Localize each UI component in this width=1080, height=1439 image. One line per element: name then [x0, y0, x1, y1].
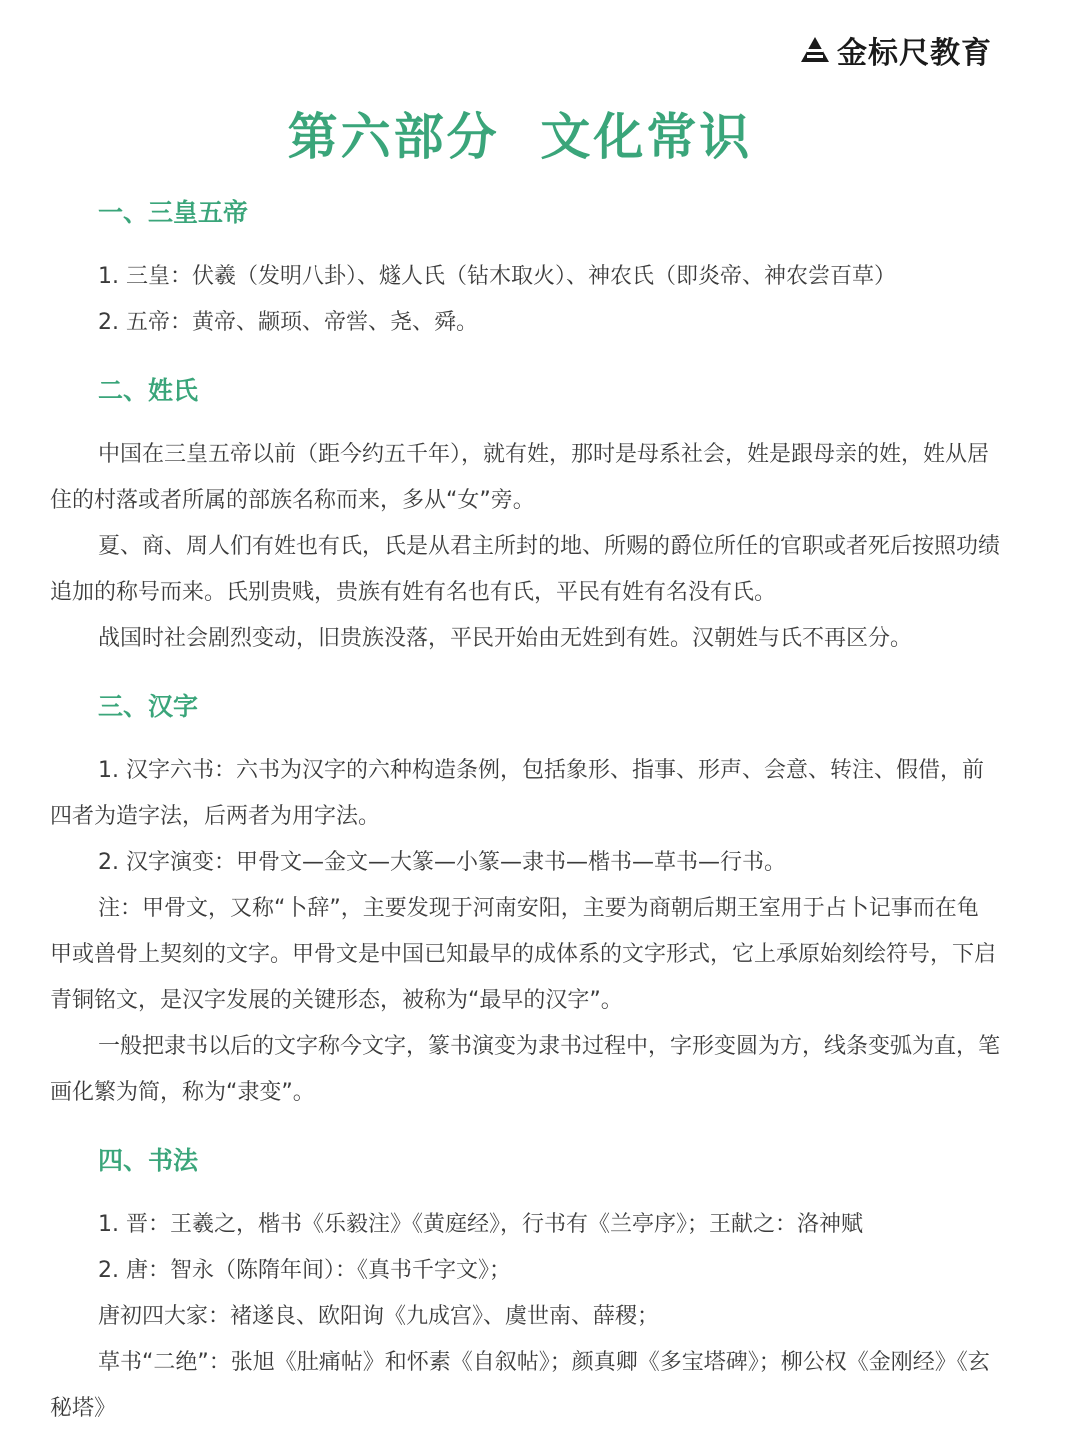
- section-heading: 一、三皇五帝: [98, 198, 249, 227]
- page-title: 第六部分 文化常识: [287, 108, 753, 166]
- brand-logo: [799, 28, 992, 72]
- section-shufa: [50, 1136, 1000, 1432]
- paragraph: 1. 三皇：伏羲（发明八卦）、燧人氏（钻木取火）、神农氏（即炎帝、神农尝百草）: [98, 264, 896, 289]
- paragraph: 夏、商、周人们有姓也有氏，氏是从君主所封的地、所赐的爵位所任的官职或者死后按照功绩追加的称号而来。氏别贵贱，贵族有姓有名也有氏，平民有姓有名没有氏。: [50, 534, 1001, 605]
- section-heading: 二、姓氏: [98, 376, 199, 405]
- paragraph: 战国时社会剧烈变动，旧贵族没落，平民开始由无姓到有姓。汉朝姓与氏不再区分。: [98, 626, 913, 651]
- brand-name: 金标尺教育: [837, 36, 992, 71]
- brand-logo-icon: [799, 34, 831, 66]
- paragraph: 草书“二绝”：张旭《肚痛帖》和怀素《自叙帖》；颜真卿《多宝塔碑》；柳公权《金刚经》《玄秘塔》: [50, 1350, 990, 1421]
- paragraph: 2. 汉字演变：甲骨文—金文—大篆—小篆—隶书—楷书—草书—行书。: [98, 850, 786, 875]
- paragraph: 注：甲骨文，又称“卜辞”，主要发现于河南安阳，主要为商朝后期王室用于占卜记事而在龟甲或兽骨上契刻的文字。甲骨文是中国已知最早的成体系的文字形式，它上承原始刻绘符号，下启青铜铭文，是汉字发展的关键形态，被称为“最早的汉字”。: [50, 896, 997, 1013]
- paragraph: 中国在三皇五帝以前（距今约五千年），就有姓，那时是母系社会，姓是跟母亲的姓，姓从居住的村落或者所属的部族名称而来，多从“女”旁。: [50, 442, 990, 513]
- document-body: [50, 188, 1000, 1432]
- paragraph: 唐初四大家：褚遂良、欧阳询《九成宫》、虞世南、薛稷；: [98, 1304, 660, 1329]
- paragraph: 一般把隶书以后的文字称今文字，篆书演变为隶书过程中，字形变圆为方，线条变弧为直，笔画化繁为简，称为“隶变”。: [50, 1034, 1001, 1105]
- section-hanzi: [50, 682, 1000, 1116]
- section-sanhuang-wudi: [50, 188, 1000, 346]
- paragraph: 2. 唐：智永（陈隋年间）：《真书千字文》；: [98, 1258, 511, 1283]
- section-heading: 三、汉字: [98, 692, 199, 721]
- paragraph: 1. 晋：王羲之，楷书《乐毅注》《黄庭经》，行书有《兰亭序》；王献之：洛神赋: [98, 1212, 863, 1237]
- paragraph: 2. 五帝：黄帝、颛顼、帝喾、尧、舜。: [98, 310, 478, 335]
- section-xingshi: [50, 366, 1000, 662]
- section-heading: 四、书法: [98, 1146, 199, 1175]
- paragraph: 1. 汉字六书：六书为汉字的六种构造条例，包括象形、指事、形声、会意、转注、假借，前四者为造字法，后两者为用字法。: [50, 758, 984, 829]
